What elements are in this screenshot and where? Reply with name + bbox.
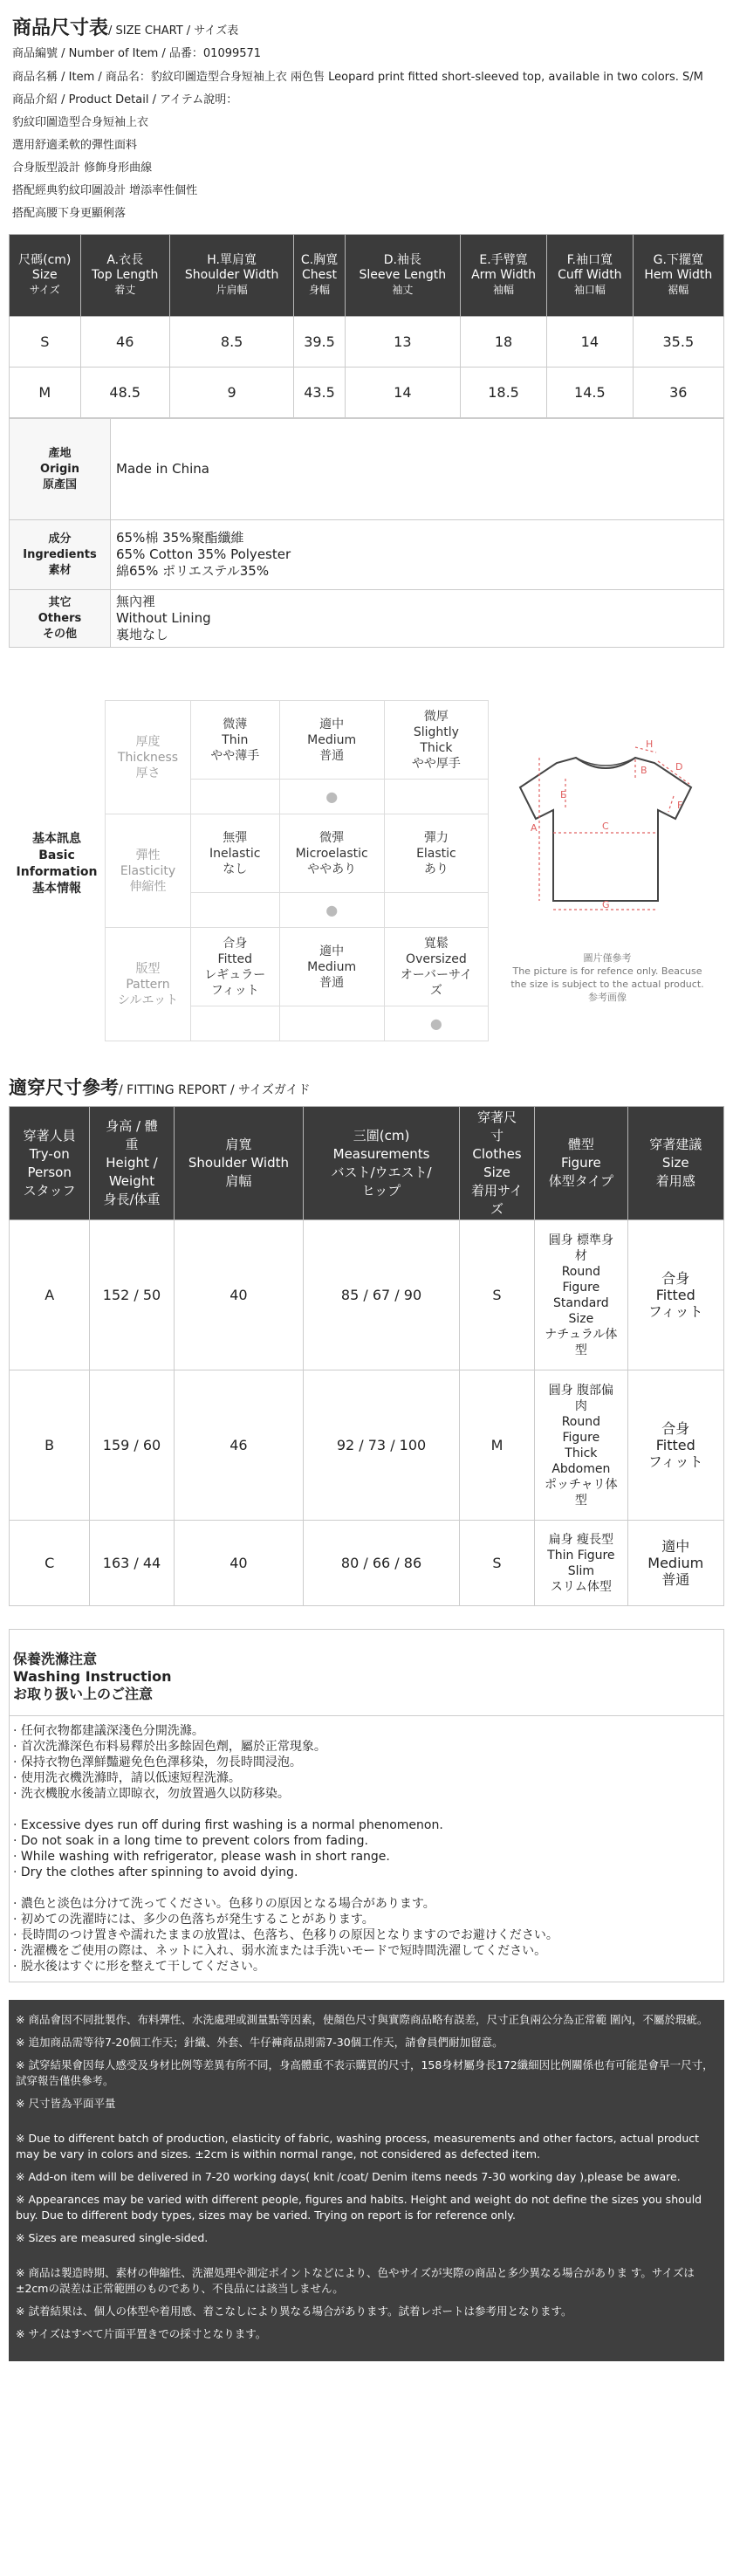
notice-line: ※ 商品は製造時期、素材の伸縮性、洗濯処理や測定ポイントなどにより、色やサイズが実際の商品と多少異なる場合がありま す。サイズは±2cmの誤差は正常範囲のものであり、不良品には該当しません。 <box>16 2266 695 2295</box>
fitting-height-weight: 159 / 60 <box>90 1370 174 1521</box>
diagram-label: E <box>560 789 566 800</box>
washing-line: · Excessive dyes run off during first washing is a normal phenomenon. <box>13 1818 443 1832</box>
washing-line: · 長時間のつけ置きや濡れたままの放置は、色落ち、色移りの原因となりますのでお避けください。 <box>13 1928 558 1942</box>
attr-dot <box>384 893 488 928</box>
washing-line: · 洗衣機脫水後請立即晾衣，勿放置過久以防移染。 <box>13 1787 290 1801</box>
size-row <box>10 317 724 368</box>
size-cell: 35.5 <box>633 317 723 368</box>
item-name: 商品名稱 / Item / 商品名：豹紋印圖造型合身短袖上衣 兩色售 Leopard print fitted short-sleeved top, available in two colors. S/M <box>12 71 703 84</box>
attr-dot <box>191 1006 280 1041</box>
attr-option: 適中 Medium 普通 <box>279 928 384 1006</box>
fitting-measurements: 92 / 73 / 100 <box>304 1370 460 1521</box>
size-cell: 13 <box>345 317 460 368</box>
fitting-shoulder: 40 <box>174 1521 304 1606</box>
fitting-person: B <box>10 1370 90 1521</box>
attr-dot: ● <box>279 893 384 928</box>
basic-info-title: 基本訊息 Basic Information 基本情報 <box>16 832 98 896</box>
attr-option: 適中 Medium 普通 <box>279 701 384 780</box>
washing-line: · While washing with refrigerator, please wash in short range. <box>13 1850 390 1864</box>
ingredients-value: 65%棉 35%聚酯纖維 65% Cotton 35% Polyester 綿65% ポリエステル35% <box>111 520 724 590</box>
fitting-figure: 圓身 腹部偏 肉 Round Figure Thick Abdomen ポッチャリ体 型 <box>535 1370 627 1521</box>
size-table <box>9 234 724 418</box>
detail-item: 搭配經典豹紋印圖設計 增添率性個性 <box>12 184 198 197</box>
fitting-measurements: 85 / 67 / 90 <box>304 1220 460 1370</box>
washing-line: · 脱水後はすぐに形を整えて干してください。 <box>13 1960 265 1974</box>
attr-label-elasticity: 彈性 Elasticity 伸縮性 <box>106 814 191 928</box>
diagram-label: B <box>641 765 647 776</box>
notice-line: ※ Sizes are measured single-sided. <box>16 2231 209 2244</box>
attr-option: 微彈 Microelastic ややあり <box>279 814 384 893</box>
attr-dot <box>384 780 488 814</box>
attr-option: 微薄 Thin やや薄手 <box>191 701 280 780</box>
attr-option: 彈力 Elastic あり <box>384 814 488 893</box>
ingredients-label: 成分 Ingredients 素材 <box>10 520 111 590</box>
attr-dot <box>279 1006 384 1041</box>
fitting-col-header: 穿著人員 Try-on Person スタッフ <box>10 1107 90 1220</box>
others-label: 其它 Others その他 <box>10 590 111 648</box>
size-cell: 43.5 <box>294 368 345 418</box>
fitting-row <box>10 1220 724 1370</box>
diagram-label: F <box>677 800 683 811</box>
detail-item: 合身版型設計 修飾身形曲線 <box>12 161 153 175</box>
fitting-col-header: 穿著建議 Size 着用感 <box>627 1107 723 1220</box>
size-col-header: C.胸寬 Chest 身幅 <box>294 235 345 317</box>
fitting-person: A <box>10 1220 90 1370</box>
attr-option: 寬鬆 Oversized オーバーサイ ズ <box>384 928 488 1006</box>
attr-options-row <box>106 814 489 893</box>
fitting-size: S <box>459 1521 534 1606</box>
fitting-col-header: 三圍(cm) Measurements バスト/ウエスト/ ヒップ <box>304 1107 460 1220</box>
attr-option: 無彈 Inelastic なし <box>191 814 280 893</box>
info-table <box>9 418 724 648</box>
fitting-col-header: 體型 Figure 体型タイプ <box>535 1107 627 1220</box>
size-col-header: D.袖長 Sleeve Length 袖丈 <box>345 235 460 317</box>
fitting-report <box>0 1075 733 1606</box>
size-cell: 48.5 <box>80 368 169 418</box>
attr-options-row <box>106 928 489 1006</box>
item-number: 商品編號 / Number of Item / 品番：01099571 <box>12 47 262 60</box>
fitting-table <box>9 1106 724 1606</box>
size-cell: 14.5 <box>547 368 634 418</box>
detail-item: 搭配高腰下身更顯俐落 <box>12 207 127 220</box>
size-col-header: H.單肩寬 Shoulder Width 片肩幅 <box>169 235 293 317</box>
others-value: 無內裡 Without Lining 裏地なし <box>111 590 724 648</box>
fitting-size: M <box>459 1370 534 1521</box>
attribute-grid <box>105 700 489 1041</box>
size-col-header: E.手臂寬 Arm Width 袖幅 <box>461 235 547 317</box>
size-col-header: G.下擺寬 Hem Width 裾幅 <box>633 235 723 317</box>
size-cell: 8.5 <box>169 317 293 368</box>
attr-label-pattern: 版型 Pattern シルエット <box>106 928 191 1041</box>
size-col-header: 尺碼(cm) Size サイズ <box>10 235 81 317</box>
diagram-label: C <box>602 821 609 832</box>
basic-info <box>0 700 733 1041</box>
fitting-figure: 扁身 瘦長型 Thin Figure Slim スリム体型 <box>535 1521 627 1606</box>
diagram-label: H <box>646 738 654 750</box>
notice-line: ※ 試着結果は、個人の体型や着用感、着こなしにより異なる場合があります。試着レポートは参考用となります。 <box>16 2305 572 2318</box>
detail-item: 豹紋印圖造型合身短袖上衣 <box>12 116 149 129</box>
washing-line: · 初めての洗濯時には、多少の色落ちが発生することがあります。 <box>13 1913 374 1927</box>
detail-list <box>12 112 721 225</box>
attr-dot: ● <box>279 780 384 814</box>
size-cell: 18.5 <box>461 368 547 418</box>
washing-instructions <box>9 1629 724 1982</box>
fitting-height-weight: 163 / 44 <box>90 1521 174 1606</box>
fitting-advice: 適中 Medium 普通 <box>627 1521 723 1606</box>
size-cell: 46 <box>80 317 169 368</box>
notice-line: ※ サイズはすべて片面平置きでの採寸となります。 <box>16 2327 267 2340</box>
detail-item: 選用舒適柔軟的彈性面料 <box>12 139 138 152</box>
fitting-col-header: 穿著尺 寸 Clothes Size 着用サイ ズ <box>459 1107 534 1220</box>
fitting-advice: 合身 Fitted フィット <box>627 1370 723 1521</box>
washing-line: · 首次洗滌深色布料易釋於出多餘固色劑，屬於正常現象。 <box>13 1740 326 1754</box>
washing-line: · Dry the clothes after spinning to avoid dying. <box>13 1865 298 1879</box>
detail-label: 商品介紹 / Product Detail / アイテム說明： <box>12 93 238 106</box>
diagram-label: D <box>675 761 683 773</box>
fitting-height-weight: 152 / 50 <box>90 1220 174 1370</box>
notice-line: ※ 尺寸皆為平面平量 <box>16 2097 116 2110</box>
attr-dot: ● <box>384 1006 488 1041</box>
size-cell: 14 <box>345 368 460 418</box>
notice-line: ※ Add-on item will be delivered in 7-20 working days( knit /coat/ Denim items needs 7-30 working day ),please be aware. <box>16 2170 681 2183</box>
washing-line: · 洗濯機をご使用の際は、ネットに入れ、弱水流または手洗いモードで短時間洗濯してください。 <box>13 1944 547 1958</box>
fitting-size: S <box>459 1220 534 1370</box>
fitting-figure: 圓身 標準身 材 Round Figure Standard Size ナチュラル体 型 <box>535 1220 627 1370</box>
size-cell: M <box>10 368 81 418</box>
size-col-header: F.袖口寬 Cuff Width 袖口幅 <box>547 235 634 317</box>
notice-box <box>9 2000 724 2361</box>
notice-line: ※ 試穿結果會因每人感受及身材比例等差異有所不同，身高體重不表示購買的尺寸，158身材屬身長172纖細因比例關係也有可能是會早一尺寸，試穿報告僅供參考。 <box>16 2058 714 2087</box>
diagram-label: G <box>602 899 610 910</box>
washing-title: 保養洗滌注意 Washing Instruction お取り扱い上のご注意 <box>10 1630 723 1716</box>
fitting-measurements: 80 / 66 / 86 <box>304 1521 460 1606</box>
fitting-shoulder: 40 <box>174 1220 304 1370</box>
washing-line: · 任何衣物都建議深淺色分開洗滌。 <box>13 1724 204 1738</box>
fitting-row <box>10 1370 724 1521</box>
fitting-col-header: 身高 / 體 重 Height / Weight 身長/体重 <box>90 1107 174 1220</box>
attr-dot <box>191 780 280 814</box>
washing-line: · Do not soak in a long time to prevent colors from fading. <box>13 1834 368 1848</box>
washing-line: · 濃色と淡色は分けて洗ってください。色移りの原因となる場合があります。 <box>13 1897 435 1911</box>
garment-diagram <box>504 735 710 918</box>
diagram-label: A <box>531 822 538 834</box>
size-row <box>10 368 724 418</box>
fitting-advice: 合身 Fitted フィット <box>627 1220 723 1370</box>
notice-line: ※ Appearances may be varied with different people, figures and habits. Height and weight do not define the sizes you should buy. Due to different body types, sizes may be varied. Trying on report is for reference only. <box>16 2193 702 2222</box>
fitting-shoulder: 46 <box>174 1370 304 1521</box>
washing-body <box>10 1716 723 1982</box>
fitting-title: 適穿尺寸參考/ FITTING REPORT / サイズガイド <box>9 1077 311 1098</box>
size-cell: 9 <box>169 368 293 418</box>
diagram-note: 圖片僅參考 The picture is for refence only. Beacuse the size is subject to the actual product. 参考画像 <box>510 952 704 1003</box>
size-col-header: A.衣長 Top Length 着丈 <box>80 235 169 317</box>
size-cell: S <box>10 317 81 368</box>
notice-line: ※ Due to different batch of production, elasticity of fabric, washing process, measurements and other factors, actual product may be vary in colors and sizes. ±2cm is within normal range, not considered as defected item. <box>16 2132 700 2160</box>
origin-label: 產地 Origin 原產国 <box>10 419 111 520</box>
size-cell: 39.5 <box>294 317 345 368</box>
attr-options-row <box>106 701 489 780</box>
fitting-col-header: 肩寬 Shoulder Width 肩幅 <box>174 1107 304 1220</box>
size-cell: 36 <box>633 368 723 418</box>
attr-option: 合身 Fitted レギュラー フィット <box>191 928 280 1006</box>
attr-dot <box>191 893 280 928</box>
size-cell: 14 <box>547 317 634 368</box>
size-chart-title: 商品尺寸表/ SIZE CHART / サイズ表 <box>12 17 239 39</box>
attr-option: 微厚 Slightly Thick やや厚手 <box>384 701 488 780</box>
washing-line: · 使用洗衣機洗滌時，請以低速短程洗滌。 <box>13 1771 241 1785</box>
attr-label-thickness: 厚度 Thickness 厚さ <box>106 701 191 814</box>
notice-line: ※ 追加商品需等待7-20個工作天；針織、外套、牛仔褲商品則需7-30個工作天，請會員們耐加留意。 <box>16 2036 504 2049</box>
fitting-row <box>10 1521 724 1606</box>
fitting-person: C <box>10 1521 90 1606</box>
origin-value: Made in China <box>111 419 724 520</box>
size-cell: 18 <box>461 317 547 368</box>
product-header <box>0 0 733 225</box>
washing-line: · 保持衣物色澤鮮豔避免色色澤移染，勿長時間浸泡。 <box>13 1755 302 1769</box>
notice-line: ※ 商品會因不同批製作、布料彈性、水洗處理或測量點等因素，使顏色尺寸與實際商品略有誤差，尺寸正負兩公分為正常範 圍內，不屬於瑕疵。 <box>16 2013 709 2026</box>
